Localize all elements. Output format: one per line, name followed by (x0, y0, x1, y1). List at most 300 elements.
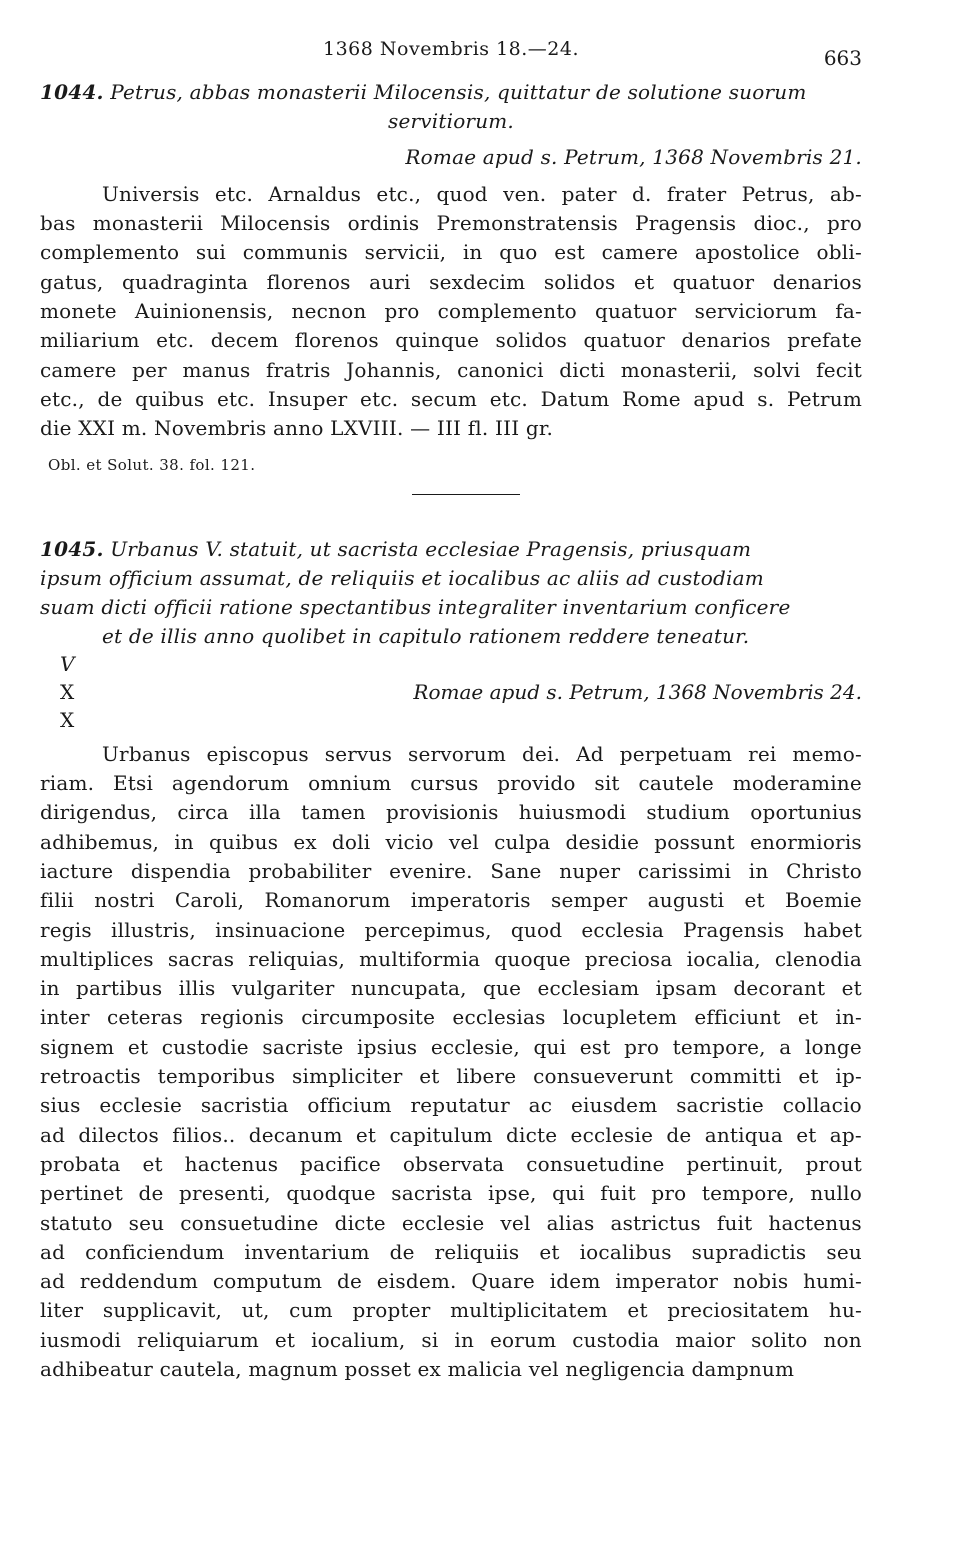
entry-1045-number: 1045. (40, 536, 104, 561)
word: vicio (385, 829, 434, 854)
word: gatus, (40, 269, 104, 294)
word: et (627, 1298, 648, 1323)
word: pertinet (40, 1181, 123, 1206)
word: dei. (521, 741, 561, 766)
word: agendorum (171, 771, 290, 796)
word: serviciorum (694, 299, 818, 324)
word: et (744, 888, 765, 913)
word: nuper (559, 858, 621, 883)
body-text-line (40, 1062, 862, 1091)
word: prefate (787, 328, 862, 353)
word: pro (624, 1034, 660, 1059)
word: et (633, 269, 655, 294)
word: non (823, 1327, 862, 1352)
word: fecit (816, 357, 862, 382)
word: solvi (753, 357, 801, 382)
word: augusti (647, 888, 725, 913)
word: reputatur (410, 1093, 510, 1118)
word: filii (40, 888, 74, 913)
word: imperatoris (410, 888, 531, 913)
word: carissimi (637, 858, 732, 883)
register-mark: X (60, 707, 75, 732)
word: riam. (40, 771, 95, 796)
entry-1044-number: 1044. (40, 80, 104, 104)
word: decorant (733, 976, 826, 1001)
word: studium (646, 800, 730, 825)
word: filios.. (172, 1122, 236, 1147)
word: ac (528, 1093, 553, 1118)
word: in (40, 976, 60, 1001)
word: monasterii, (620, 357, 738, 382)
word: Romanorum (264, 888, 391, 913)
word: ab- (829, 181, 862, 206)
page-number: 663 (823, 46, 862, 70)
word: manus (182, 357, 251, 382)
body-text-line (40, 828, 862, 857)
word: solidos (543, 269, 616, 294)
word: Ad (576, 741, 604, 766)
word: frater (666, 181, 727, 206)
word: canonici (457, 357, 544, 382)
word: pro (651, 1181, 687, 1206)
word: circumposite (301, 1005, 436, 1030)
word: per (132, 357, 167, 382)
word: sit (594, 771, 620, 796)
word: reddendum (79, 1269, 199, 1294)
word: communis (242, 240, 348, 265)
word: libere (456, 1064, 517, 1089)
word: dirigendus, (40, 800, 158, 825)
word: decem (210, 328, 279, 353)
word: sacristie (676, 1093, 764, 1118)
word: complemento (437, 299, 577, 324)
word: Petrum (786, 386, 862, 411)
word: illustris, (111, 917, 196, 942)
word: denarios (681, 328, 771, 353)
word: ip- (835, 1064, 862, 1089)
word: monasterii (92, 211, 204, 236)
word: auri (369, 269, 411, 294)
word: evenire. (389, 858, 473, 883)
word: cum (289, 1298, 333, 1323)
word: fuit (716, 1210, 753, 1235)
body-text-line (40, 1121, 862, 1150)
register-mark-row-3 (40, 708, 862, 736)
word: pro (384, 299, 420, 324)
word: Etsi (112, 771, 154, 796)
word: monete (40, 299, 117, 324)
word: secum (410, 386, 478, 411)
word: seu (826, 1239, 862, 1264)
word: ordinis (347, 211, 420, 236)
word: s. (757, 386, 775, 411)
word: qui (533, 1034, 567, 1059)
word: sacristia (200, 1093, 289, 1118)
entry-1044-title-line-1 (40, 78, 862, 107)
word: miliarium (40, 328, 140, 353)
word: sacras (167, 946, 235, 971)
word: ecclesie (401, 1210, 485, 1235)
word: ven. (503, 181, 547, 206)
word: consuetudine (526, 1151, 665, 1176)
word: quatuor (583, 328, 666, 353)
word: regis (40, 917, 92, 942)
body-text-line (40, 769, 862, 798)
word: ceteras (106, 1005, 183, 1030)
word: supradictis (691, 1239, 807, 1264)
word: camere (601, 240, 679, 265)
word: cautele (638, 771, 714, 796)
word: provido (497, 771, 576, 796)
body-text-line (40, 1179, 862, 1208)
register-mark: V (60, 651, 75, 676)
word: clenodia (774, 946, 862, 971)
word: et (419, 1064, 440, 1089)
word: custodie (161, 1034, 249, 1059)
word: Quare (471, 1269, 535, 1294)
word: de (666, 1122, 692, 1147)
running-title: 1368 Novembris 18.—24. (323, 38, 579, 60)
body-text-line: die XXI m. Novembris anno LXVIII. — III fl. III gr. (40, 416, 554, 441)
word: decanum (248, 1122, 343, 1147)
word: de (138, 1181, 164, 1206)
word: culpa (494, 829, 551, 854)
entry-1044-place-date: Romae apud s. Petrum, 1368 Novembris 21. (405, 144, 862, 169)
word: et (539, 1239, 560, 1264)
word: illis (178, 976, 216, 1001)
word: quadraginta (121, 269, 249, 294)
word: etc., (376, 181, 422, 206)
word: ad (40, 1239, 66, 1264)
body-text-line (40, 886, 862, 915)
word: temporibus (157, 1064, 276, 1089)
word: desidie (565, 829, 640, 854)
word: efficiunt (694, 1005, 781, 1030)
word: ex (293, 829, 317, 854)
word: ad (40, 1122, 66, 1147)
word: reliquiarum (137, 1327, 259, 1352)
word: iocalibus (579, 1239, 672, 1264)
word: retroactis (40, 1064, 141, 1089)
body-text-line (40, 238, 862, 267)
word: servorum (408, 741, 507, 766)
word: computum (212, 1269, 323, 1294)
running-head (40, 38, 862, 78)
entry-1044-title-text-1: Petrus, abbas monasterii Milocensis, quittatur de solutione suorum (110, 80, 807, 104)
word: episcopus (206, 741, 309, 766)
word: denarios (772, 269, 862, 294)
entry-1044-source: Obl. et Solut. 38. fol. 121. (48, 455, 256, 474)
word: etc. (214, 181, 254, 206)
word: Insuper (267, 386, 348, 411)
word: propter (352, 1298, 431, 1323)
word: fratris (266, 357, 331, 382)
entry-1044-body (40, 180, 862, 444)
word: florenos (266, 269, 351, 294)
body-text-line (40, 857, 862, 886)
word: dicti (559, 357, 606, 382)
word: hactenus (184, 1151, 279, 1176)
word: dioc., (753, 211, 810, 236)
word: a (779, 1034, 792, 1059)
entry-1045-body (40, 740, 862, 1385)
word: bas (40, 211, 76, 236)
word: longe (804, 1034, 862, 1059)
word: fa- (835, 299, 862, 324)
word: eorum (489, 1327, 557, 1352)
word: habet (803, 917, 862, 942)
word: fuit (600, 1181, 636, 1206)
word: et (127, 1034, 149, 1059)
word: preciosa (584, 946, 673, 971)
word: huiusmodi (518, 800, 627, 825)
word: ipse, (487, 1181, 537, 1206)
word: ecclesie (570, 1122, 654, 1147)
word: inventarium (244, 1239, 370, 1264)
word: ap- (829, 1122, 862, 1147)
word: iocalium, (311, 1327, 406, 1352)
word: alias (546, 1210, 595, 1235)
word: ecclesie (99, 1093, 182, 1118)
word: est (579, 1034, 611, 1059)
word: servus (324, 741, 393, 766)
word: partibus (76, 976, 163, 1001)
word: de (336, 1269, 362, 1294)
section-divider (412, 494, 520, 495)
word: illa (248, 800, 281, 825)
word: idem (549, 1269, 601, 1294)
word: nostri (94, 888, 155, 913)
word: quatuor (594, 299, 677, 324)
word: signem (40, 1034, 115, 1059)
register-mark-row-2 (40, 680, 862, 708)
body-text-line (40, 209, 862, 238)
body-text-line (40, 798, 862, 827)
word: probabiliter (248, 858, 372, 883)
word: maior (675, 1327, 736, 1352)
word: conficiendum (85, 1239, 225, 1264)
word: dicte (506, 1122, 558, 1147)
entry-1044 (40, 78, 862, 495)
word: capitulum (389, 1122, 493, 1147)
word: insinuacione (215, 917, 346, 942)
body-text-line (40, 1326, 862, 1355)
word: rei (748, 741, 777, 766)
body-text-line (40, 916, 862, 945)
word: iocalia, (686, 946, 761, 971)
word: Pragensis (635, 211, 737, 236)
word: multiplicitatem (450, 1298, 608, 1323)
word: simpliciter (292, 1064, 403, 1089)
body-text-line (40, 356, 862, 385)
word: provisionis (386, 800, 499, 825)
body-text-line (40, 1209, 862, 1238)
word: inter (40, 1005, 90, 1030)
word: multiplices (40, 946, 154, 971)
word: que (483, 976, 522, 1001)
word: imperator (615, 1269, 719, 1294)
word: Datum (540, 386, 610, 411)
entry-1045-place-date: Romae apud s. Petrum, 1368 Novembris 24. (413, 679, 862, 704)
word: cursus (410, 771, 479, 796)
word: committi (689, 1064, 782, 1089)
word: necnon (291, 299, 367, 324)
word: eisdem. (376, 1269, 457, 1294)
word: hu- (828, 1298, 862, 1323)
word: ad (40, 1269, 66, 1294)
word: astrictus (610, 1210, 701, 1235)
word: reliquias, (248, 946, 346, 971)
word: hactenus (768, 1210, 862, 1235)
word: servicii, (364, 240, 447, 265)
word: qui (552, 1181, 585, 1206)
word: probata (40, 1151, 121, 1176)
word: consueverunt (533, 1064, 674, 1089)
register-mark-row-1 (40, 652, 862, 680)
word: humi- (803, 1269, 862, 1294)
word: de (389, 1239, 415, 1264)
entry-1045-title-line-3: suam dicti officii ratione spectantibus integraliter inventarium conficere (40, 595, 791, 620)
word: doli (331, 829, 371, 854)
word: quoque (494, 946, 571, 971)
word: Boemie (784, 888, 862, 913)
word: seu (128, 1210, 165, 1235)
word: Johannis, (346, 357, 442, 382)
word: ipsius (357, 1034, 418, 1059)
word: sexdecim (429, 269, 526, 294)
word: supplicavit, (102, 1298, 223, 1323)
word: est (554, 240, 585, 265)
word: etc. (217, 386, 256, 411)
word: Universis (102, 181, 200, 206)
word: quatuor (672, 269, 755, 294)
entry-1044-title-line-2: servitiorum. (388, 109, 514, 134)
word: oportunius (750, 800, 862, 825)
word: observata (402, 1151, 505, 1176)
word: et (798, 1064, 819, 1089)
word: possunt (654, 829, 735, 854)
word: quo (499, 240, 538, 265)
word: quibus (208, 829, 279, 854)
word: Arnaldus (268, 181, 362, 206)
entry-1045-title-line-1 (40, 535, 862, 564)
word: d. (632, 181, 652, 206)
word: ecclesiam (537, 976, 640, 1001)
body-text-line (40, 1150, 862, 1179)
word: sacrista (391, 1181, 473, 1206)
body-text-line (40, 180, 862, 209)
body-text-line (40, 1238, 862, 1267)
word: pertinuit, (686, 1151, 784, 1176)
word: reliquiis (434, 1239, 520, 1264)
word: collacio (782, 1093, 862, 1118)
word: dispendia (130, 858, 231, 883)
document-page (40, 38, 862, 1384)
word: quodque (286, 1181, 376, 1206)
word: iacture (40, 858, 114, 883)
word: in (454, 1327, 475, 1352)
word: complemento (40, 240, 180, 265)
word: et (797, 1005, 819, 1030)
word: quinque (395, 328, 480, 353)
body-text-line: adhibeatur cautela, magnum posset ex malicia vel negligencia dampnum (40, 1356, 795, 1381)
body-text-line (40, 1003, 862, 1032)
word: etc. (489, 386, 528, 411)
word: ipsam (655, 976, 718, 1001)
word: vulgariter (231, 976, 335, 1001)
word: ut, (241, 1298, 270, 1323)
word: presenti, (179, 1181, 271, 1206)
word: tempore, (701, 1181, 795, 1206)
word: Pragensis (683, 917, 785, 942)
word: in (748, 858, 769, 883)
word: in- (835, 1005, 862, 1030)
word: etc., (40, 386, 85, 411)
body-text-line (40, 326, 862, 355)
word: preciositatem (667, 1298, 810, 1323)
word: solidos (495, 328, 568, 353)
word: in (174, 829, 194, 854)
word: et (274, 1327, 296, 1352)
word: Milocensis (220, 211, 331, 236)
word: Auinionensis, (134, 299, 274, 324)
entry-1045-title-text-1: Urbanus V. statuit, ut sacrista ecclesiae Pragensis, priusquam (110, 536, 752, 561)
word: multiformia (359, 946, 481, 971)
word: quod (436, 181, 488, 206)
body-text-line (40, 974, 862, 1003)
word: semper (550, 888, 628, 913)
word: quibus (135, 386, 205, 411)
body-text-line (40, 1267, 862, 1296)
body-text-line (40, 1296, 862, 1325)
word: vel (500, 1210, 531, 1235)
word: memo- (792, 741, 862, 766)
word: tamen (301, 800, 366, 825)
word: de (97, 386, 123, 411)
word: vel (448, 829, 480, 854)
entry-1045-title-line-2: ipsum officium assumat, de reliquiis et iocalibus ac aliis ad custodiam (40, 565, 764, 590)
word: Urbanus (102, 741, 191, 766)
word: et (355, 1122, 377, 1147)
word: obli- (816, 240, 862, 265)
body-text-line (40, 945, 862, 974)
word: Christo (786, 858, 862, 883)
word: apostolice (694, 240, 800, 265)
word: etc. (360, 386, 399, 411)
word: et (841, 976, 862, 1001)
word: locupletem (562, 1005, 678, 1030)
word: pacifice (300, 1151, 381, 1176)
word: Sane (490, 858, 542, 883)
word: iusmodi (40, 1327, 122, 1352)
word: omnium (308, 771, 392, 796)
word: et (796, 1122, 817, 1147)
word: pater (561, 181, 617, 206)
word: sacriste (262, 1034, 344, 1059)
word: perpetuam (619, 741, 733, 766)
word: dilectos (78, 1122, 159, 1147)
word: Caroli, (174, 888, 245, 913)
word: percepimus, (364, 917, 492, 942)
word: prout (805, 1151, 862, 1176)
word: ecclesia (581, 917, 664, 942)
entry-1045 (40, 535, 862, 1385)
word: nobis (732, 1269, 789, 1294)
body-text-line (40, 297, 862, 326)
word: Petrus, (741, 181, 815, 206)
word: pro (826, 211, 862, 236)
word: si (421, 1327, 439, 1352)
